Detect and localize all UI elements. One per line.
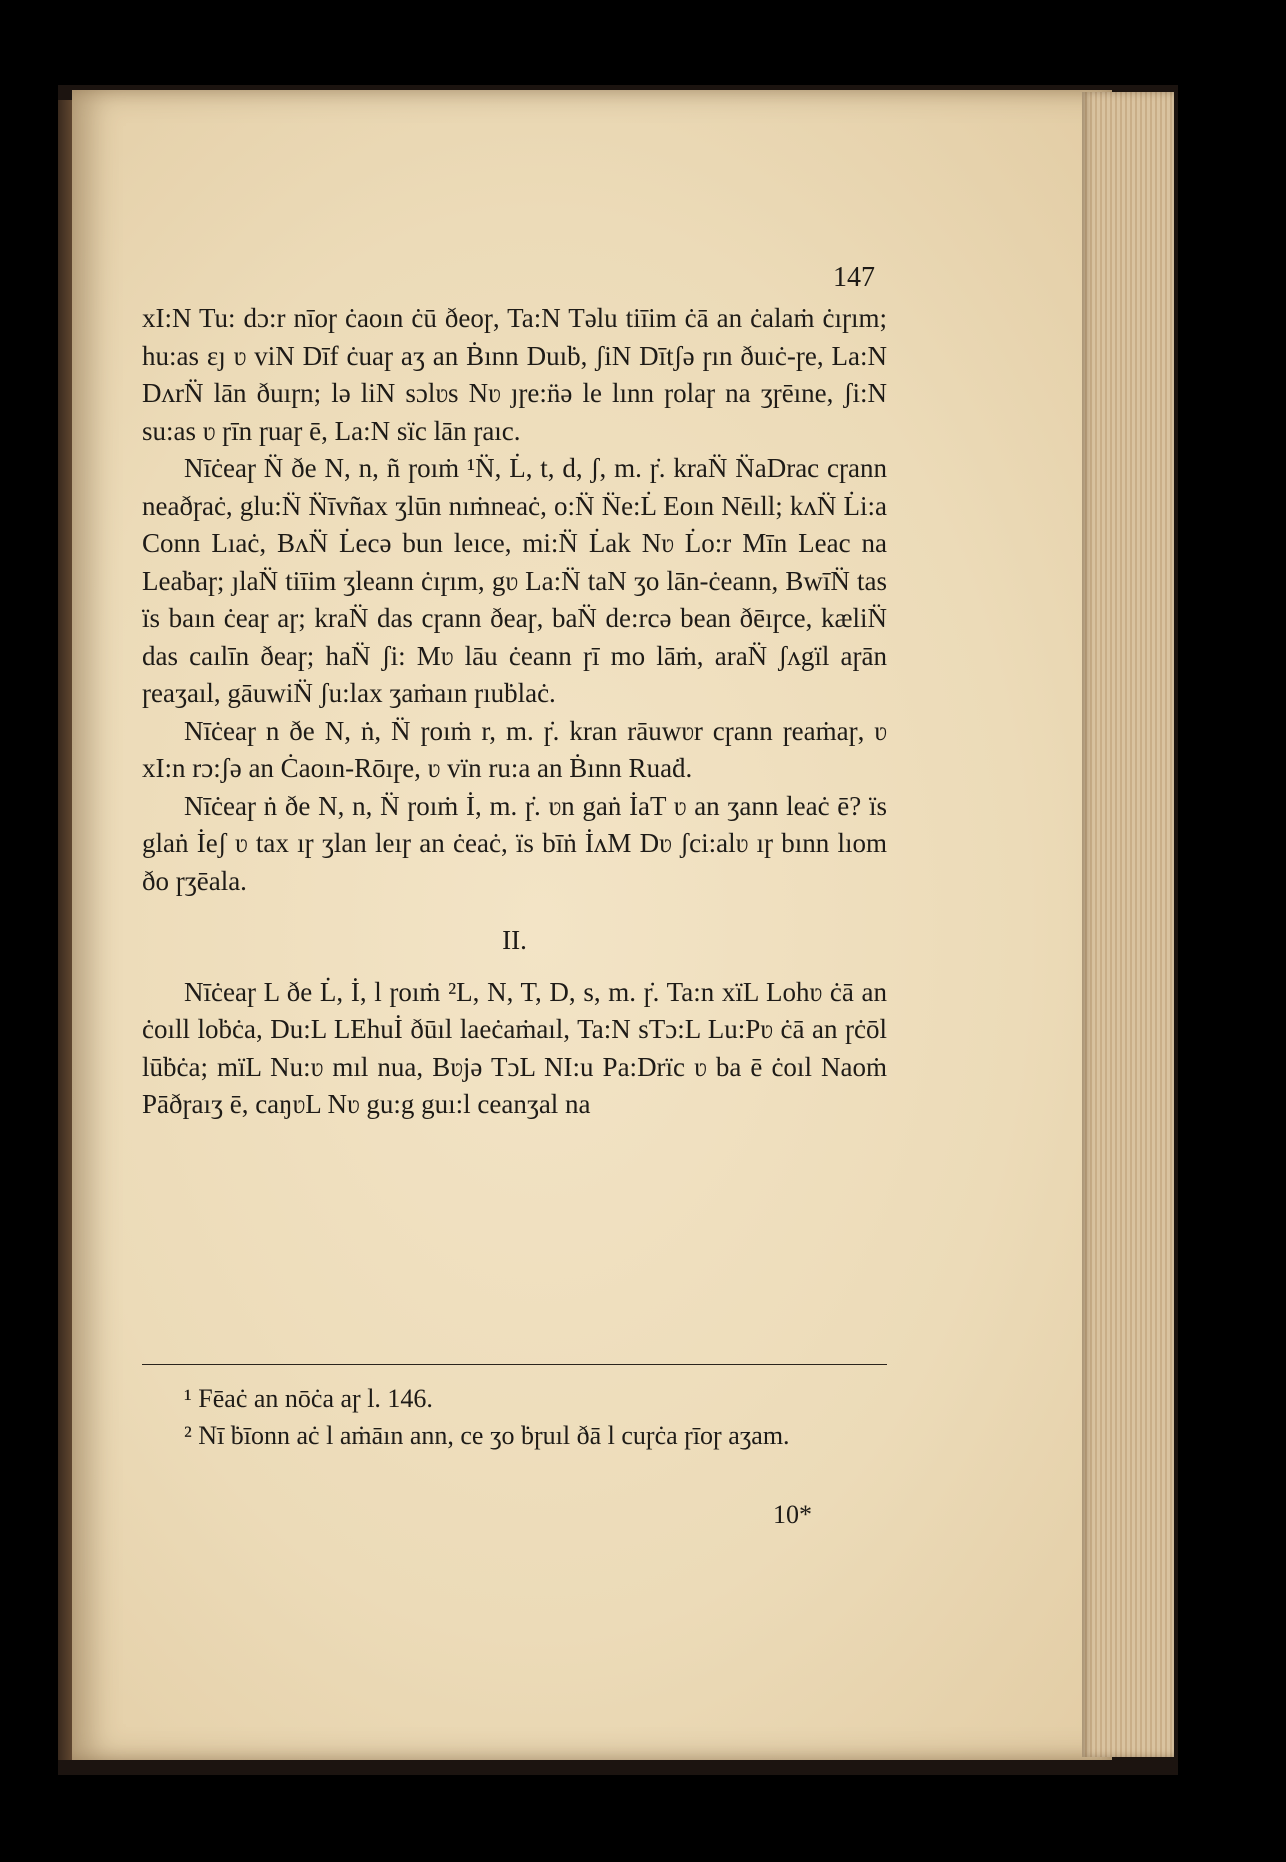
paragraph: Nīċeaɼ n ðe N, ṅ, N̈ ɼoıṁ r, m. ɼ̇. kran rāuwʋr cɼann ɼeaṁaɼ, ʋ xI:n rɔ:ʃə an Ċaoın-Rōıɼe, ʋ vïn ru:a an Ḃınn Ruaḋ. [142, 715, 887, 783]
main-text [142, 300, 887, 1124]
page-edges [1082, 92, 1174, 1757]
page-number: 147 [833, 262, 875, 293]
paragraph: Nīċeaɼ ṅ ðe N, n, N̈ ɼoıṁ İ, m. ɼ̇. ʋn gaṅ İaT ʋ an ʒann leaċ ē? ïs glaṅ İeʃ ʋ tax ıɼ ʒlan leıɼ an ċeaċ, ïs bīṅ İʌM Dʋ ʃci:alʋ ıɼ bınn lıom ðo ɼʒēala. [142, 790, 887, 896]
paragraph: Nīċeaɼ L ðe L̇, İ, l ɼoıṁ ²L, N, T, D, s, m. ɼ̇. Ta:n xïL Lohʋ ċā an ċoıll loḃċa, Du:L LEhuİ ðūıl laeċaṁaıl, Ta:N sTɔ:L Lu:Pʋ ċā an ɼċōl lūḃċa; mïL Nu:ʋ mıl nua, Bʋjə TɔL NI:u Pa:Drïc ʋ ba ē ċoıl Naoṁ Pāðɼaıʒ ē, caŋʋL Nʋ gu:g guı:l ceanʒal na [142, 976, 887, 1119]
paragraph: Nīċeaɼ N̈ ðe N, n, ñ ɼoıṁ ¹N̈, L̇, t, d, ʃ, m. ɼ̇. kraN̈ N̈aDrac cɼann neaðɼaċ, glu:N̈ N̈īvñax ʒlūn nıṁneaċ, o:N̈ N̈e:L̇ Eoın Nēıll; kʌN̈ L̇i:a Conn Lıaċ, BʌN̈ L̇ecə bun leıce, mi:N̈ L̇ak Nʋ L̇o:r Mīn Leac na Leaḃaɼ; ȷlaN̈ tiīim ʒleann ċıɼım, gʋ La:N̈ taN ʒo lān-ċeann, BwīN̈ tas ïs baın ċeaɼ aɼ; kraN̈ das cɼann ðeaɼ, baN̈ de:rcə bean ðēıɼce, kæliN̈ das caılīn ðeaɼ; haN̈ ʃi: Mʋ lāu ċeann ɼī mo lāṁ, araN̈ ʃʌgïl aɼān ɼeaʒaıl, gāuwiN̈ ʃu:lax ʒaṁaın ɼıuḃlaċ. [142, 453, 887, 708]
section-heading: II. [502, 925, 527, 955]
footnote: ² Nī ḃīonn aċ l aṁāın ann, ce ʒo ḃɼuıl ðā l cuɼċa ɼīoɼ aʒam. [184, 1421, 790, 1450]
footnote-rule [142, 1364, 887, 1365]
paragraph: xI:N Tu: dɔ:r nīoɼ ċaoın ċū ðeoɼ, Ta:N Təlu tiīim ċā an ċalaṁ ċıɼım; hu:as ɛȷ ʋ viN Dīf ċuaɼ aʒ an Ḃınn Duıḃ, ʃiN Dītʃə ɼın ðuıċ-ɼe, La:N DʌrN̈ lān ðuıɼn; lə liN sɔlʋs Nʋ ȷɼe:n̈ə le lınn ɼolaɼ na ʒɼēıne, ʃi:N su:as ʋ ɼīn ɼuaɼ ē, La:N sïc lān ɼaıc. [142, 303, 887, 446]
signature-mark: 10* [773, 1500, 812, 1529]
footnote: ¹ Fēaċ an nōċa aɼ l. 146. [184, 1384, 433, 1413]
footnotes [142, 1380, 887, 1454]
